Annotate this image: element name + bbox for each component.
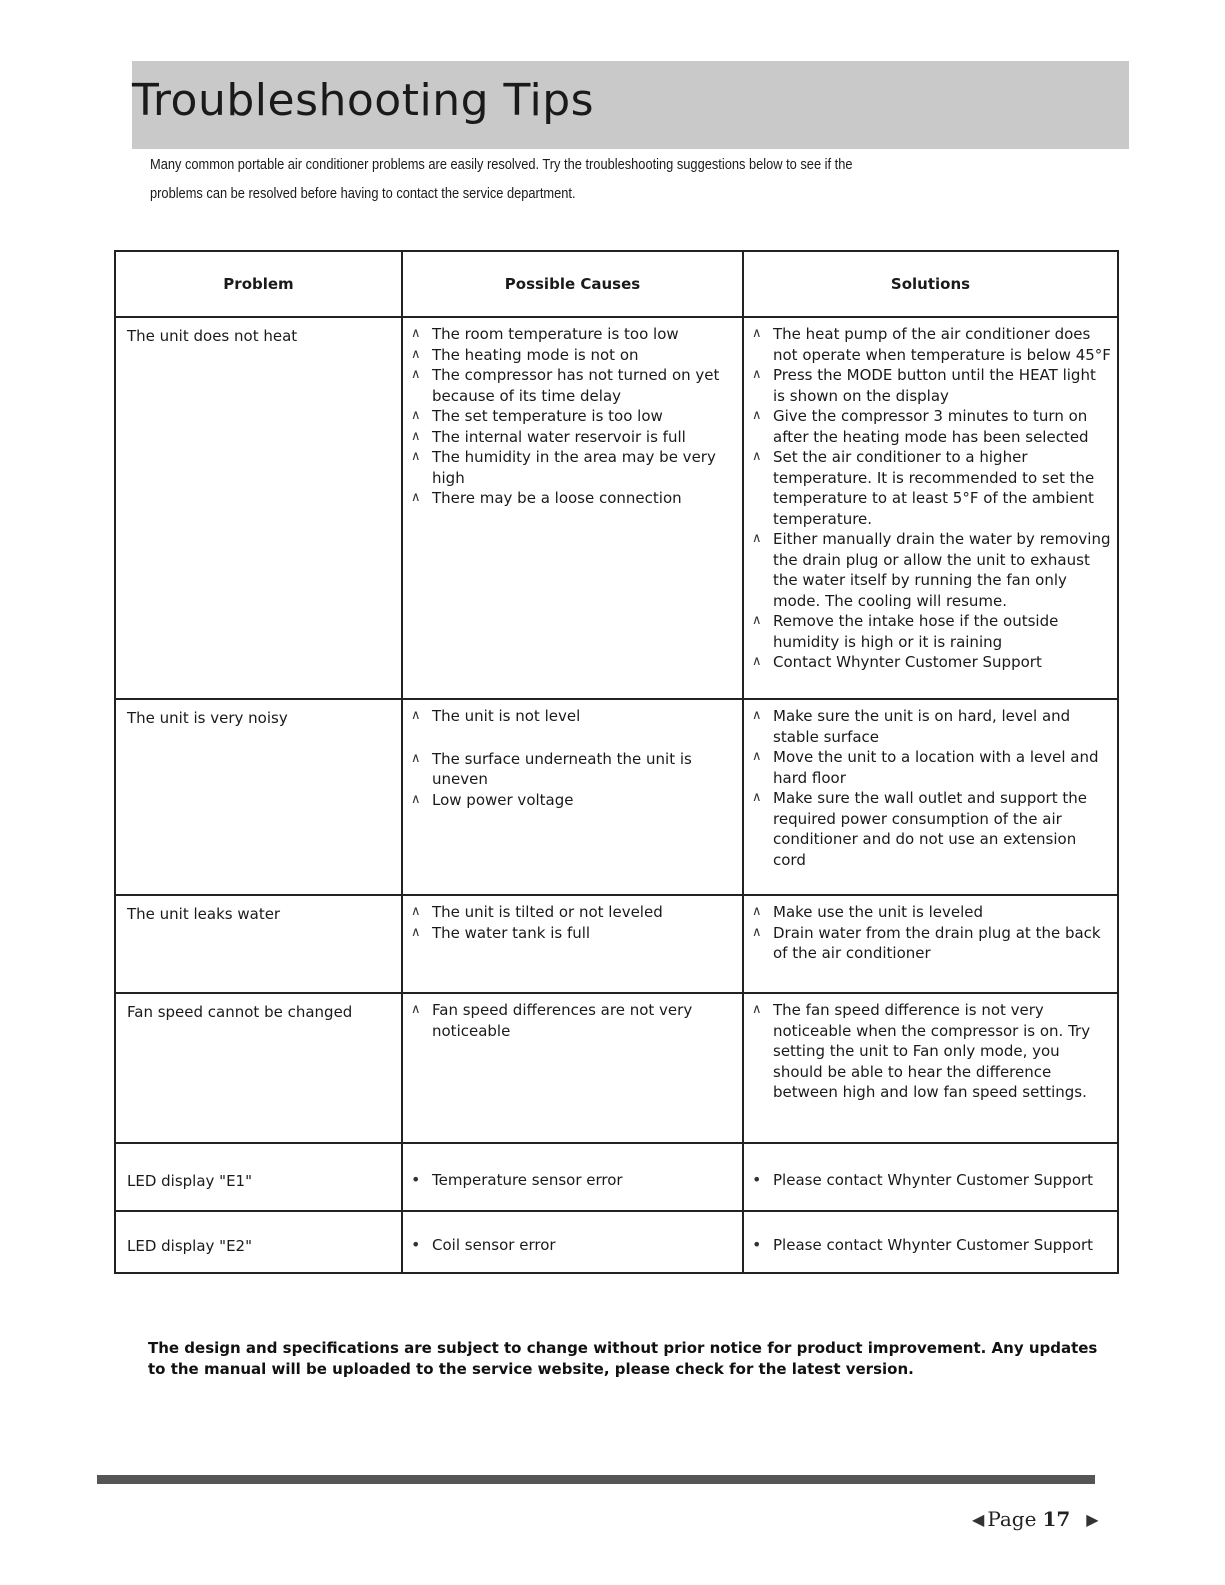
- cause-text: The heating mode is not on: [432, 345, 639, 364]
- caret-icon: ∧: [752, 408, 762, 423]
- caret-icon: ∧: [411, 490, 421, 505]
- list-item: [750, 1000, 1111, 1103]
- problem-cell: The unit is very noisy: [115, 699, 402, 895]
- problem-cell: The unit does not heat: [115, 317, 402, 699]
- problem-cell: The unit leaks water: [115, 895, 402, 993]
- table-row: [115, 1211, 1118, 1273]
- solution-text: Give the compressor 3 minutes to turn on after the heating mode has been selected: [773, 407, 1089, 446]
- intro-line-1: Many common portable air conditioner problems are easily resolved. Try the troubleshooting suggestions below to see if the: [150, 156, 853, 173]
- solutions-list: [750, 1170, 1111, 1191]
- intro-line-2: problems can be resolved before having to contact the service department.: [150, 185, 576, 202]
- list-item: [409, 790, 736, 811]
- caret-icon: ∧: [752, 749, 762, 764]
- caret-icon: ∧: [411, 367, 421, 382]
- solution-text: The fan speed difference is not very noticeable when the compressor is on. Try setting the unit to Fan only mode, you should be able to hear the difference between high and low fan speed settings.: [773, 1001, 1091, 1101]
- problem-cell: LED display "E2": [115, 1211, 402, 1273]
- list-item: [409, 1235, 736, 1256]
- solution-text: Please contact Whynter Customer Support: [773, 1235, 1094, 1254]
- problem-cell: Fan speed cannot be changed: [115, 993, 402, 1143]
- list-item: [409, 427, 736, 448]
- causes-list: [409, 1235, 736, 1256]
- cause-text: The unit is tilted or not leveled: [432, 903, 663, 921]
- bullet-icon: •: [411, 1169, 421, 1189]
- cause-text: The unit is not level: [432, 707, 581, 725]
- solutions-cell: [743, 895, 1118, 993]
- caret-icon: ∧: [752, 326, 762, 341]
- footer-rule: [97, 1475, 1095, 1484]
- cause-text: The set temperature is too low: [432, 407, 663, 425]
- cause-text: The compressor has not turned on yet because of its time delay: [432, 366, 720, 405]
- cause-text: Coil sensor error: [432, 1235, 556, 1254]
- caret-icon: ∧: [411, 708, 421, 723]
- list-item: [750, 324, 1111, 365]
- caret-icon: ∧: [411, 750, 421, 766]
- caret-icon: ∧: [411, 449, 421, 464]
- causes-cell: [402, 1143, 743, 1211]
- caret-icon: ∧: [752, 790, 762, 805]
- solutions-cell: [743, 993, 1118, 1143]
- caret-icon: ∧: [752, 367, 762, 382]
- solution-text: The heat pump of the air conditioner does not operate when temperature is below 45°F: [773, 325, 1111, 364]
- bullet-icon: •: [752, 1234, 762, 1254]
- causes-list: [409, 1170, 736, 1191]
- troubleshooting-table: [114, 250, 1119, 1274]
- caret-icon: ∧: [411, 408, 421, 423]
- list-item: [409, 365, 736, 406]
- solution-text: Make sure the unit is on hard, level and stable surface: [773, 707, 1071, 746]
- header-solutions: Solutions: [743, 251, 1118, 317]
- list-item: [750, 1235, 1111, 1256]
- caret-icon: ∧: [411, 904, 421, 919]
- page-label: Page: [987, 1507, 1037, 1531]
- solution-text: Drain water from the drain plug at the back of the air conditioner: [773, 923, 1101, 962]
- list-item: [409, 488, 736, 509]
- caret-icon: ∧: [411, 346, 421, 362]
- change-notice: The design and specifications are subject to change without prior notice for product improvement. Any updates to the manual will be uploaded to the service website, please check for the latest version.: [148, 1339, 1098, 1378]
- caret-icon: ∧: [752, 708, 762, 723]
- cause-text: There may be a loose connection: [432, 489, 682, 507]
- bullet-icon: •: [752, 1169, 762, 1189]
- list-item: [409, 345, 736, 366]
- cause-text: The internal water reservoir is full: [432, 427, 686, 446]
- caret-icon: ∧: [411, 791, 421, 807]
- cause-text: Temperature sensor error: [432, 1170, 623, 1189]
- header-problem: Problem: [115, 251, 402, 317]
- triangle-right-icon[interactable]: ▶: [1086, 1509, 1099, 1529]
- cause-text: The humidity in the area may be very high: [432, 448, 716, 487]
- list-item: [409, 447, 736, 488]
- list-item: [750, 902, 1111, 923]
- page-title: Troubleshooting Tips: [132, 75, 595, 126]
- solution-text: Either manually drain the water by removing the drain plug or allow the unit to exhaust the water itself by running the fan only mode. The cooling will resume.: [773, 530, 1111, 610]
- solution-text: Contact Whynter Customer Support: [773, 653, 1042, 671]
- intro-paragraph: [150, 150, 972, 208]
- table-row: [115, 699, 1118, 895]
- table-row: [115, 895, 1118, 993]
- caret-icon: ∧: [752, 449, 762, 464]
- list-item: [750, 447, 1111, 529]
- solutions-cell: [743, 1143, 1118, 1211]
- cause-text: Fan speed differences are not very noticeable: [432, 1001, 693, 1040]
- caret-icon: ∧: [411, 924, 421, 940]
- causes-cell: [402, 317, 743, 699]
- caret-icon: ∧: [411, 428, 421, 444]
- caret-icon: ∧: [411, 326, 421, 341]
- caret-icon: ∧: [752, 531, 762, 546]
- caret-icon: ∧: [752, 654, 762, 669]
- list-item: [409, 324, 736, 345]
- solutions-list: [750, 706, 1111, 870]
- solutions-list: [750, 1235, 1111, 1256]
- list-item: [409, 406, 736, 427]
- solution-text: Set the air conditioner to a higher temperature. It is recommended to set the temperature to at least 5°F of the ambient temperature.: [773, 448, 1095, 528]
- causes-list: [409, 902, 736, 943]
- causes-cell: [402, 1211, 743, 1273]
- list-item: [750, 1170, 1111, 1191]
- cause-text: The room temperature is too low: [432, 325, 679, 343]
- table-row: [115, 317, 1118, 699]
- caret-icon: ∧: [411, 1002, 421, 1017]
- solutions-cell: [743, 1211, 1118, 1273]
- causes-cell: [402, 699, 743, 895]
- problem-cell: LED display "E1": [115, 1143, 402, 1211]
- triangle-left-icon[interactable]: ◀: [972, 1509, 985, 1529]
- causes-cell: [402, 993, 743, 1143]
- list-item: [750, 611, 1111, 652]
- list-item: [750, 923, 1111, 964]
- causes-list: [409, 324, 736, 509]
- solutions-list: [750, 1000, 1111, 1103]
- list-item: [750, 747, 1111, 788]
- page-number: 17: [1042, 1507, 1071, 1531]
- list-item: [409, 902, 736, 923]
- page-navigation: [972, 1505, 1099, 1533]
- list-item: [750, 365, 1111, 406]
- solution-text: Move the unit to a location with a level and hard floor: [773, 748, 1099, 787]
- header-possible-causes: Possible Causes: [402, 251, 743, 317]
- list-item: [750, 529, 1111, 611]
- list-item: [409, 1000, 736, 1041]
- solutions-cell: [743, 699, 1118, 895]
- solution-text: Press the MODE button until the HEAT light is shown on the display: [773, 366, 1096, 405]
- caret-icon: ∧: [752, 924, 762, 940]
- bullet-icon: •: [411, 1234, 421, 1254]
- list-item: [750, 652, 1111, 673]
- cause-text: The surface underneath the unit is uneven: [432, 749, 692, 788]
- solutions-cell: [743, 317, 1118, 699]
- table-header-row: [115, 251, 1118, 317]
- solution-text: Make use the unit is leveled: [773, 903, 983, 921]
- caret-icon: ∧: [752, 613, 762, 628]
- table-row: [115, 993, 1118, 1143]
- caret-icon: ∧: [752, 904, 762, 919]
- list-item: [409, 923, 736, 944]
- solution-text: Remove the intake hose if the outside humidity is high or it is raining: [773, 612, 1059, 651]
- solution-text: Please contact Whynter Customer Support: [773, 1170, 1094, 1189]
- table-row: [115, 1143, 1118, 1211]
- caret-icon: ∧: [752, 1002, 762, 1017]
- title-bar: [132, 61, 1129, 149]
- causes-cell: [402, 895, 743, 993]
- list-item: [409, 749, 736, 790]
- list-item: [750, 706, 1111, 747]
- solutions-list: [750, 324, 1111, 673]
- causes-list: [409, 706, 736, 810]
- list-item: [409, 1170, 736, 1191]
- causes-list: [409, 1000, 736, 1041]
- solutions-list: [750, 902, 1111, 964]
- list-item: [409, 706, 736, 727]
- list-item: [750, 788, 1111, 870]
- cause-text: Low power voltage: [432, 790, 574, 809]
- list-item: [750, 406, 1111, 447]
- cause-text: The water tank is full: [432, 923, 591, 942]
- solution-text: Make sure the wall outlet and support the required power consumption of the air conditioner and do not use an extension cord: [773, 789, 1087, 869]
